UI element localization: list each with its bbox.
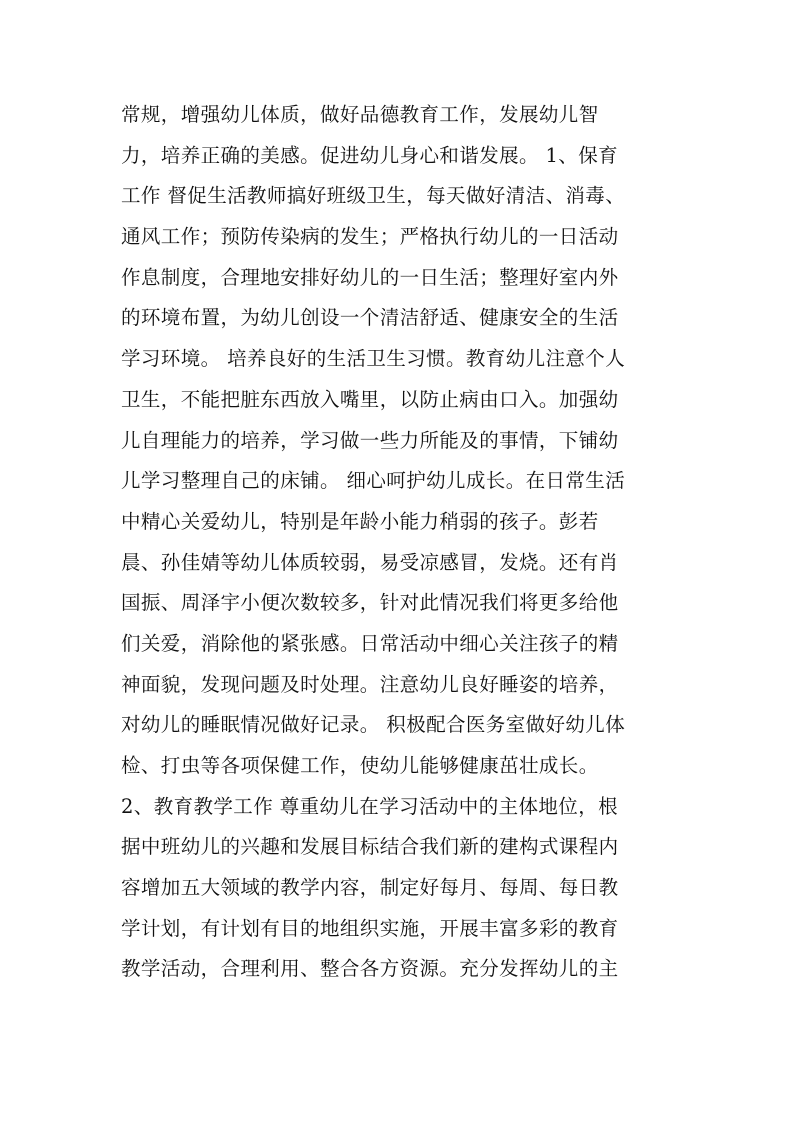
text-line-14: 们关爱，消除他的紧张感。日常活动中细心关注孩子的精 <box>121 631 619 655</box>
text-line-22: 教学活动，合理利用、整合各方资源。充分发挥幼儿的主 <box>121 957 619 981</box>
text-line-8: 卫生，不能把脏东西放入嘴里，以防止病由口入。加强幼 <box>121 387 619 411</box>
text-line-7: 学习环境。 培养良好的生活卫生习惯。教育幼儿注意个人 <box>121 347 626 371</box>
text-line-11: 中精心关爱幼儿，特别是年龄小能力稍弱的孩子。彭若 <box>121 509 599 533</box>
text-line-6: 的环境布置，为幼儿创设一个清洁舒适、健康安全的生活 <box>121 306 619 330</box>
text-line-18: 2、教育教学工作 尊重幼儿在学习活动中的主体地位，根 <box>121 794 619 818</box>
text-line-13: 国振、周泽宇小便次数较多，针对此情况我们将更多给他 <box>121 591 619 615</box>
text-line-19: 据中班幼儿的兴趣和发展目标结合我们新的建构式课程内 <box>121 835 619 859</box>
text-line-9: 儿自理能力的培养，学习做一些力所能及的事情，下铺幼 <box>121 428 619 452</box>
text-line-5: 作息制度，合理地安排好幼儿的一日生活；整理好室内外 <box>121 265 619 289</box>
text-line-3: 工作 督促生活教师搞好班级卫生，每天做好清洁、消毒、 <box>121 184 626 208</box>
text-line-12: 晨、孙佳婧等幼儿体质较弱，易受凉感冒，发烧。还有肖 <box>121 550 619 574</box>
text-line-21: 学计划，有计划有目的地组织实施，开展丰富多彩的教育 <box>121 916 619 940</box>
text-line-2: 力，培养正确的美感。促进幼儿身心和谐发展。 1、保育 <box>121 143 619 167</box>
text-line-17: 检、打虫等各项保健工作，使幼儿能够健康茁壮成长。 <box>121 754 599 777</box>
text-line-10: 儿学习整理自己的床铺。 细心呵护幼儿成长。在日常生活 <box>121 469 626 493</box>
text-line-1: 常规，增强幼儿体质，做好品德教育工作，发展幼儿智 <box>121 103 599 126</box>
text-line-4: 通风工作；预防传染病的发生；严格执行幼儿的一日活动 <box>121 225 619 249</box>
text-line-15: 神面貌，发现问题及时处理。注意幼儿良好睡姿的培养， <box>121 672 619 696</box>
body-text <box>121 95 681 990</box>
text-line-16: 对幼儿的睡眠情况做好记录。 积极配合医务室做好幼儿体 <box>121 713 626 737</box>
text-line-20: 容增加五大领域的教学内容，制定好每月、每周、每日教 <box>121 876 619 900</box>
